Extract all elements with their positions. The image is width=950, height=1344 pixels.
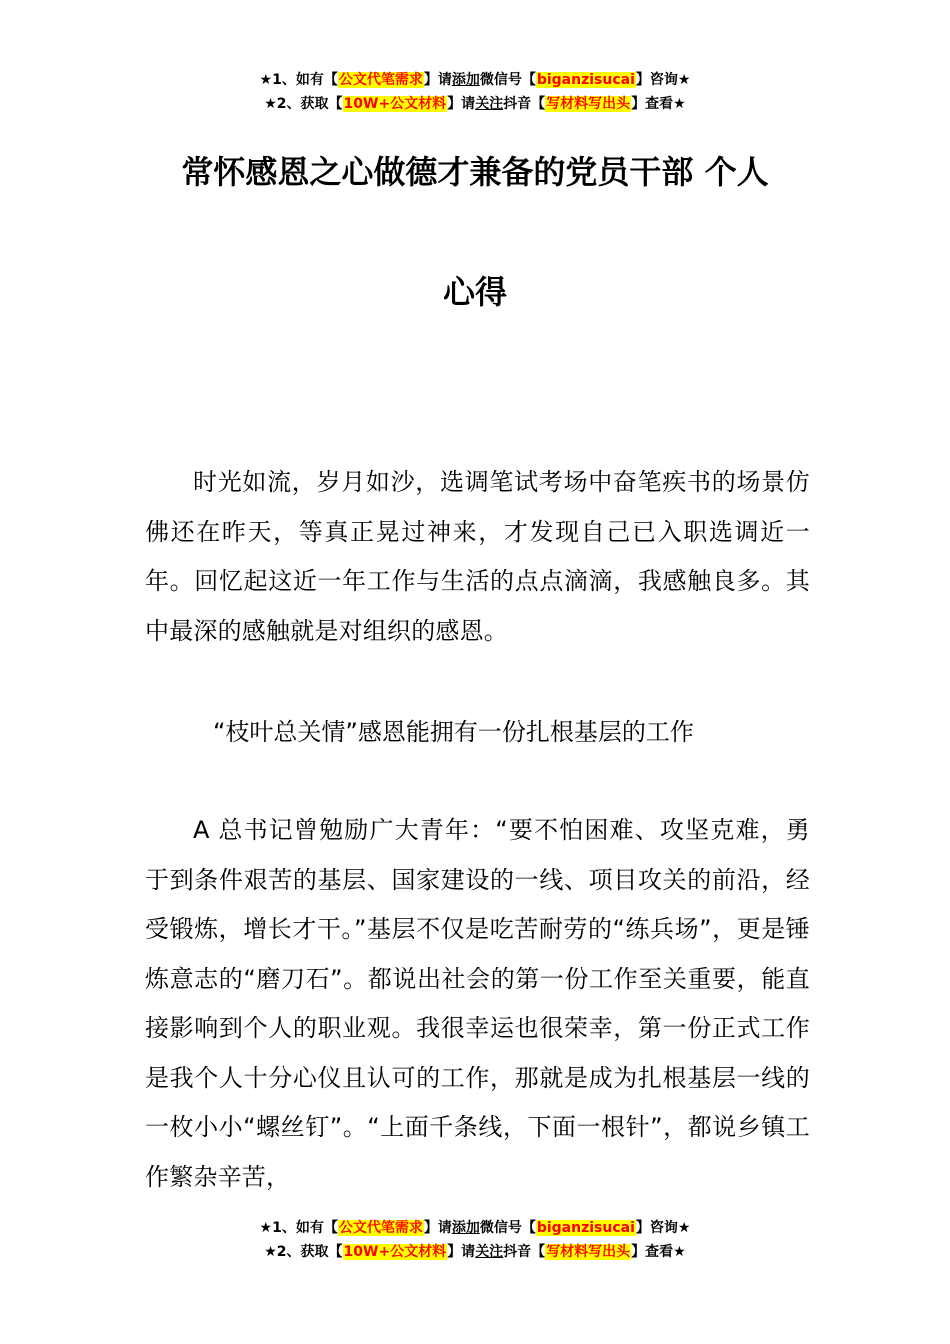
paragraph-intro: 时光如流，岁月如沙，选调笔试考场中奋笔疾书的场景仿佛还在昨天，等真正晃过神来，才发现自己已入职选调近一年。回忆起这近一年工作与生活的点点滴滴，我感触良多。其中最深的感触就是对组织的感恩。 [145, 468, 810, 645]
ad-footer-line-1 [0, 1216, 950, 1240]
ad-footer-emphasis-follow: 关注 [475, 1244, 504, 1260]
ad-line-1-prefix: ★1、如有【 [259, 72, 338, 88]
ad-line-1-mid: 】请 [423, 72, 452, 88]
ad-footer-line-2-prefix: ★2、获取【 [264, 1244, 343, 1260]
ad-highlight-service: 公文代笔需求 [338, 72, 423, 88]
ad-line-2-mid: 】请 [447, 96, 476, 112]
ad-line-1-mid2: 微信号【 [479, 72, 536, 88]
ad-highlight-materials: 10W+公文材料 [343, 96, 447, 112]
ad-emphasis-add: 添加 [451, 72, 480, 88]
ad-footer-highlight-wechat-id: biganzisucai [536, 1220, 635, 1236]
ad-line-1-suffix: 】咨询★ [635, 72, 691, 88]
ad-footer-line-2 [0, 1240, 950, 1264]
ad-line-2-suffix: 】查看★ [631, 96, 686, 112]
section-subheading: “枝叶总关情”感恩能拥有一份扎根基层的工作 [213, 718, 694, 746]
ad-footer-line-1-mid2: 微信号【 [479, 1220, 536, 1236]
ad-footer-highlight-douyin-account: 写材料写出头 [546, 1244, 631, 1260]
ad-emphasis-follow: 关注 [475, 96, 504, 112]
ad-footer-line-2-mid2: 抖音【 [503, 1244, 546, 1260]
footer-ad-banner [0, 1216, 950, 1264]
ad-footer-line-1-mid: 】请 [423, 1220, 452, 1236]
ad-line-1 [0, 68, 950, 92]
header-ad-banner [0, 68, 950, 116]
ad-line-2 [0, 92, 950, 116]
ad-footer-highlight-materials: 10W+公文材料 [343, 1244, 447, 1260]
ad-footer-emphasis-add: 添加 [451, 1220, 480, 1236]
document-title-line-2: 心得 [442, 273, 507, 311]
ad-line-2-mid2: 抖音【 [503, 96, 546, 112]
document-title-line-1: 常怀感恩之心做德才兼备的党员干部 个人 [181, 153, 769, 191]
body-section-intro [145, 458, 810, 656]
ad-highlight-douyin-account: 写材料写出头 [546, 96, 631, 112]
ad-footer-line-2-suffix: 】查看★ [631, 1244, 686, 1260]
ad-footer-highlight-service: 公文代笔需求 [338, 1220, 423, 1236]
body-section-main [145, 806, 810, 1202]
paragraph-main: A 总书记曾勉励广大青年：“要不怕困难、攻坚克难，勇于到条件艰苦的基层、国家建设的一线、项目攻关的前沿，经受锻炼，增长才干。”基层不仅是吃苦耐劳的“练兵场”，更是锤炼意志的“磨刀石”。都说出社会的第一份工作至关重要，能直接影响到个人的职业观。我很幸运也很荣幸，第一份正式工作是我个人十分心仪且认可的工作，那就是成为扎根基层一线的一枚小小“螺丝钉”。“上面千条线，下面一根针”，都说乡镇工作繁杂辛苦， [145, 816, 810, 1191]
ad-line-2-prefix: ★2、获取【 [264, 96, 343, 112]
ad-footer-line-1-prefix: ★1、如有【 [259, 1220, 338, 1236]
ad-highlight-wechat-id: biganzisucai [536, 72, 635, 88]
ad-footer-line-1-suffix: 】咨询★ [635, 1220, 691, 1236]
ad-footer-line-2-mid: 】请 [447, 1244, 476, 1260]
